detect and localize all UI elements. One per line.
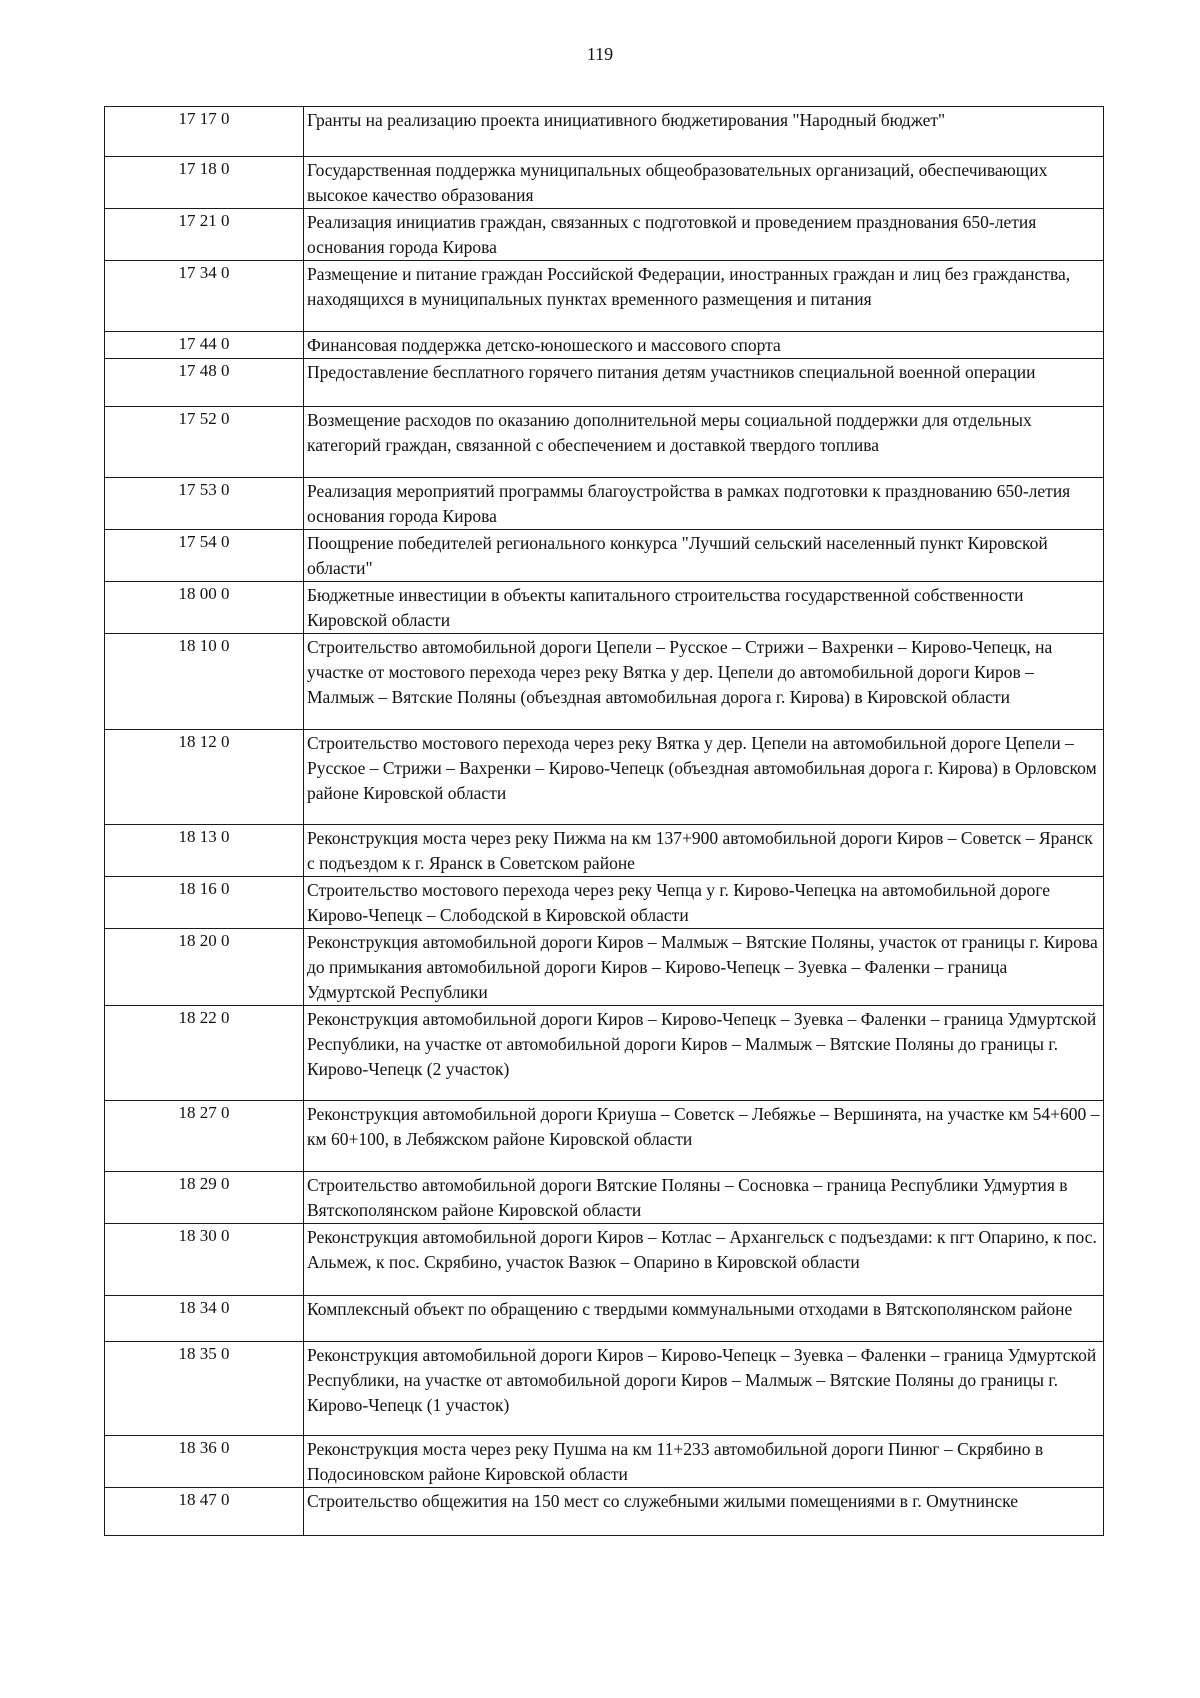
description-cell: Поощрение победителей регионального конкурса "Лучший сельский населенный пункт Кировской области" — [304, 530, 1104, 582]
description-cell: Реконструкция автомобильной дороги Криуша – Советск – Лебяжье – Вершинята, на участке км 54+600 – км 60+100, в Лебяжском районе Кировской области — [304, 1101, 1104, 1172]
description-cell: Строительство мостового перехода через реку Чепца у г. Кирово-Чепецка на автомобильной дороге Кирово-Чепецк – Слободской в Кировской области — [304, 877, 1104, 929]
description-cell: Государственная поддержка муниципальных общеобразовательных организаций, обеспечивающих высокое качество образования — [304, 157, 1104, 209]
table-row — [105, 407, 1104, 478]
description-cell: Строительство автомобильной дороги Цепели – Русское – Стрижи – Вахренки – Кирово-Чепецк, на участке от мостового перехода через реку Вятка у дер. Цепели до автомобильной дороги Киров – Малмыж – Вятские Поляны (объездная автомобильная дорога г. Кирова) в Кировской области — [304, 634, 1104, 730]
description-cell: Реконструкция автомобильной дороги Киров – Кирово-Чепецк – Зуевка – Фаленки – граница Удмуртской Республики, на участке от автомобильной дороги Киров – Малмыж – Вятские Поляны до границы г. Кирово-Чепецк (2 участок) — [304, 1006, 1104, 1101]
budget-code-cell: 18 35 0 — [105, 1342, 304, 1436]
budget-code-cell: 18 20 0 — [105, 929, 304, 1006]
table-row — [105, 261, 1104, 332]
table-row — [105, 107, 1104, 157]
budget-code-cell: 17 44 0 — [105, 332, 304, 359]
table-row — [105, 332, 1104, 359]
budget-codes-table — [104, 106, 1104, 1536]
description-cell: Строительство мостового перехода через реку Вятка у дер. Цепели на автомобильной дороге Цепели – Русское – Стрижи – Вахренки – Кирово-Чепецк (объездная автомобильная дорога г. Кирова) в Орловском районе Кировской области — [304, 730, 1104, 825]
table-row — [105, 1436, 1104, 1488]
budget-code-cell: 18 34 0 — [105, 1296, 304, 1342]
table-row — [105, 530, 1104, 582]
table-row — [105, 1488, 1104, 1536]
description-cell: Реконструкция автомобильной дороги Киров – Кирово-Чепецк – Зуевка – Фаленки – граница Удмуртской Республики, на участке от автомобильной дороги Киров – Малмыж – Вятские Поляны до границы г. Кирово-Чепецк (1 участок) — [304, 1342, 1104, 1436]
table-row — [105, 582, 1104, 634]
table-row — [105, 1224, 1104, 1296]
description-cell: Возмещение расходов по оказанию дополнительной меры социальной поддержки для отдельных категорий граждан, связанной с обеспечением и доставкой твердого топлива — [304, 407, 1104, 478]
table-row — [105, 157, 1104, 209]
budget-code-cell: 18 00 0 — [105, 582, 304, 634]
table-row — [105, 1101, 1104, 1172]
description-cell: Реконструкция автомобильной дороги Киров – Котлас – Архангельск с подъездами: к пгт Опарино, к пос. Альмеж, к пос. Скрябино, участок Вазюк – Опарино в Кировской области — [304, 1224, 1104, 1296]
budget-code-cell: 18 29 0 — [105, 1172, 304, 1224]
budget-code-cell: 18 13 0 — [105, 825, 304, 877]
budget-code-cell: 18 10 0 — [105, 634, 304, 730]
table-body — [105, 107, 1104, 1536]
description-cell: Реконструкция моста через реку Пушма на км 11+233 автомобильной дороги Пинюг – Скрябино в Подосиновском районе Кировской области — [304, 1436, 1104, 1488]
description-cell: Реконструкция автомобильной дороги Киров – Малмыж – Вятские Поляны, участок от границы г. Кирова до примыкания автомобильной дороги Киров – Кирово-Чепецк – Зуевка – Фаленки – граница Удмуртской Республики — [304, 929, 1104, 1006]
budget-code-cell: 17 21 0 — [105, 209, 304, 261]
budget-code-cell: 17 18 0 — [105, 157, 304, 209]
budget-code-cell: 17 34 0 — [105, 261, 304, 332]
budget-code-cell: 17 53 0 — [105, 478, 304, 530]
description-cell: Комплексный объект по обращению с твердыми коммунальными отходами в Вятскополянском районе — [304, 1296, 1104, 1342]
description-cell: Реконструкция моста через реку Пижма на км 137+900 автомобильной дороги Киров – Советск – Яранск с подъездом к г. Яранск в Советском районе — [304, 825, 1104, 877]
description-cell: Строительство общежития на 150 мест со служебными жилыми помещениями в г. Омутнинске — [304, 1488, 1104, 1536]
description-cell: Бюджетные инвестиции в объекты капитального строительства государственной собственности Кировской области — [304, 582, 1104, 634]
table-row — [105, 877, 1104, 929]
description-cell: Размещение и питание граждан Российской Федерации, иностранных граждан и лиц без гражданства, находящихся в муниципальных пунктах временного размещения и питания — [304, 261, 1104, 332]
budget-code-cell: 17 52 0 — [105, 407, 304, 478]
budget-code-cell: 18 30 0 — [105, 1224, 304, 1296]
page-number: 119 — [586, 44, 614, 64]
budget-code-cell: 18 16 0 — [105, 877, 304, 929]
budget-code-cell: 18 36 0 — [105, 1436, 304, 1488]
budget-code-cell: 18 12 0 — [105, 730, 304, 825]
budget-code-cell: 17 17 0 — [105, 107, 304, 157]
description-cell: Гранты на реализацию проекта инициативного бюджетирования "Народный бюджет" — [304, 107, 1104, 157]
budget-code-cell: 17 54 0 — [105, 530, 304, 582]
budget-code-cell: 17 48 0 — [105, 359, 304, 407]
description-cell: Предоставление бесплатного горячего питания детям участников специальной военной операции — [304, 359, 1104, 407]
description-cell: Реализация мероприятий программы благоустройства в рамках подготовки к празднованию 650-летия основания города Кирова — [304, 478, 1104, 530]
table-row — [105, 1172, 1104, 1224]
description-cell: Финансовая поддержка детско-юношеского и массового спорта — [304, 332, 1104, 359]
table-row — [105, 478, 1104, 530]
table-row — [105, 209, 1104, 261]
table-row — [105, 730, 1104, 825]
table-row — [105, 1006, 1104, 1101]
table-row — [105, 634, 1104, 730]
budget-code-cell: 18 27 0 — [105, 1101, 304, 1172]
table-row — [105, 1296, 1104, 1342]
table-row — [105, 359, 1104, 407]
table-row — [105, 1342, 1104, 1436]
budget-code-cell: 18 47 0 — [105, 1488, 304, 1536]
description-cell: Реализация инициатив граждан, связанных с подготовкой и проведением празднования 650-летия основания города Кирова — [304, 209, 1104, 261]
table-row — [105, 929, 1104, 1006]
budget-code-cell: 18 22 0 — [105, 1006, 304, 1101]
table-row — [105, 825, 1104, 877]
description-cell: Строительство автомобильной дороги Вятские Поляны – Сосновка – граница Республики Удмуртия в Вятскополянском районе Кировской области — [304, 1172, 1104, 1224]
